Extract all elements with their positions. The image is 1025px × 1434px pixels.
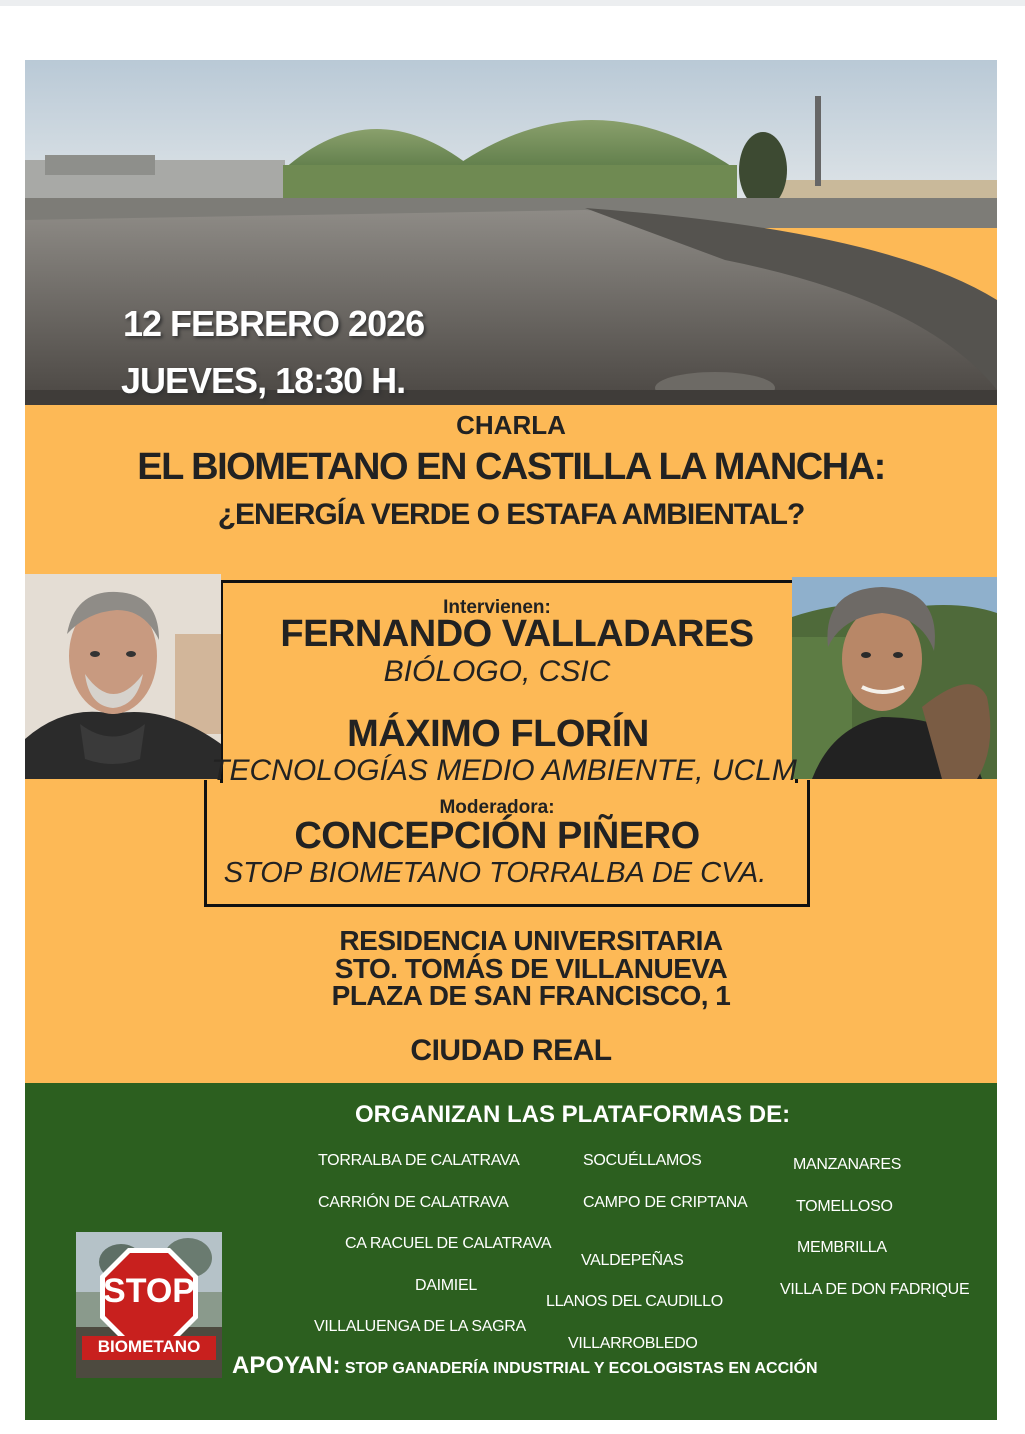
event-type: CHARLA	[456, 410, 566, 440]
venue-line-1: RESIDENCIA UNIVERSITARIA	[339, 925, 723, 956]
town-villarrobledo: VILLARROBLEDO	[568, 1335, 698, 1352]
speaker-name-1: FERNANDO VALLADARES	[280, 613, 754, 655]
town-membrilla: MEMBRILLA	[797, 1239, 887, 1256]
town-socuellamos: SOCUÉLLAMOS	[583, 1152, 702, 1169]
venue-line-3: PLAZA DE SAN FRANCISCO, 1	[331, 980, 731, 1011]
town-carrion: CARRIÓN DE CALATRAVA	[318, 1194, 509, 1211]
town-villa-don-fadrique: VILLA DE DON FADRIQUE	[780, 1281, 970, 1298]
town-torralba: TORRALBA DE CALATRAVA	[318, 1152, 520, 1169]
event-subtitle: ¿ENERGÍA VERDE O ESTAFA AMBIENTAL?	[217, 498, 805, 531]
support-line	[232, 1352, 818, 1380]
support-text: STOP GANADERÍA INDUSTRIAL Y ECOLOGISTAS EN ACCIÓN	[344, 1360, 818, 1377]
stop-sign-text: STOP	[103, 1272, 195, 1310]
speaker-role-1: BIÓLOGO, CSIC	[383, 655, 611, 688]
town-valdepenas: VALDEPEÑAS	[581, 1252, 684, 1269]
event-day-time: JUEVES, 18:30 H.	[121, 360, 406, 401]
town-villaluenga: VILLALUENGA DE LA SAGRA	[314, 1318, 526, 1335]
town-tomelloso: TOMELLOSO	[796, 1198, 893, 1215]
moderator-role: STOP BIOMETANO TORRALBA DE CVA.	[223, 857, 767, 889]
logo-band-text: BIOMETANO	[97, 1337, 201, 1356]
town-campo-criptana: CAMPO DE CRIPTANA	[583, 1194, 748, 1211]
venue-line-2: STO. TOMÁS DE VILLANUEVA	[334, 953, 728, 984]
speaker-photo-maximo	[792, 577, 997, 779]
event-date: 12 FEBRERO 2026	[123, 303, 425, 344]
support-label: APOYAN:	[232, 1352, 341, 1379]
organizers-title: ORGANIZAN LAS PLATAFORMAS DE:	[355, 1101, 791, 1128]
venue-city: CIUDAD REAL	[410, 1034, 612, 1067]
stop-biometano-logo	[76, 1232, 222, 1378]
moderator-label: Moderadora:	[439, 797, 555, 818]
biogas-plant-photo	[25, 60, 997, 405]
event-title: EL BIOMETANO EN CASTILLA LA MANCHA:	[137, 446, 885, 488]
speaker-name-2: MÁXIMO FLORÍN	[347, 713, 649, 755]
speaker-role-2: TECNOLOGÍAS MEDIO AMBIENTE, UCLM	[211, 754, 797, 787]
town-manzanares: MANZANARES	[793, 1156, 902, 1173]
moderator-name: CONCEPCIÓN PIÑERO	[294, 815, 700, 857]
event-poster	[25, 60, 997, 1420]
town-caracuel: CA RACUEL DE CALATRAVA	[345, 1235, 552, 1252]
speaker-photo-fernando	[25, 574, 221, 779]
top-divider	[0, 0, 1025, 6]
town-llanos-caudillo: LLANOS DEL CAUDILLO	[546, 1293, 723, 1310]
speakers-intro-label: Intervienen:	[443, 597, 551, 618]
town-daimiel: DAIMIEL	[415, 1277, 477, 1294]
